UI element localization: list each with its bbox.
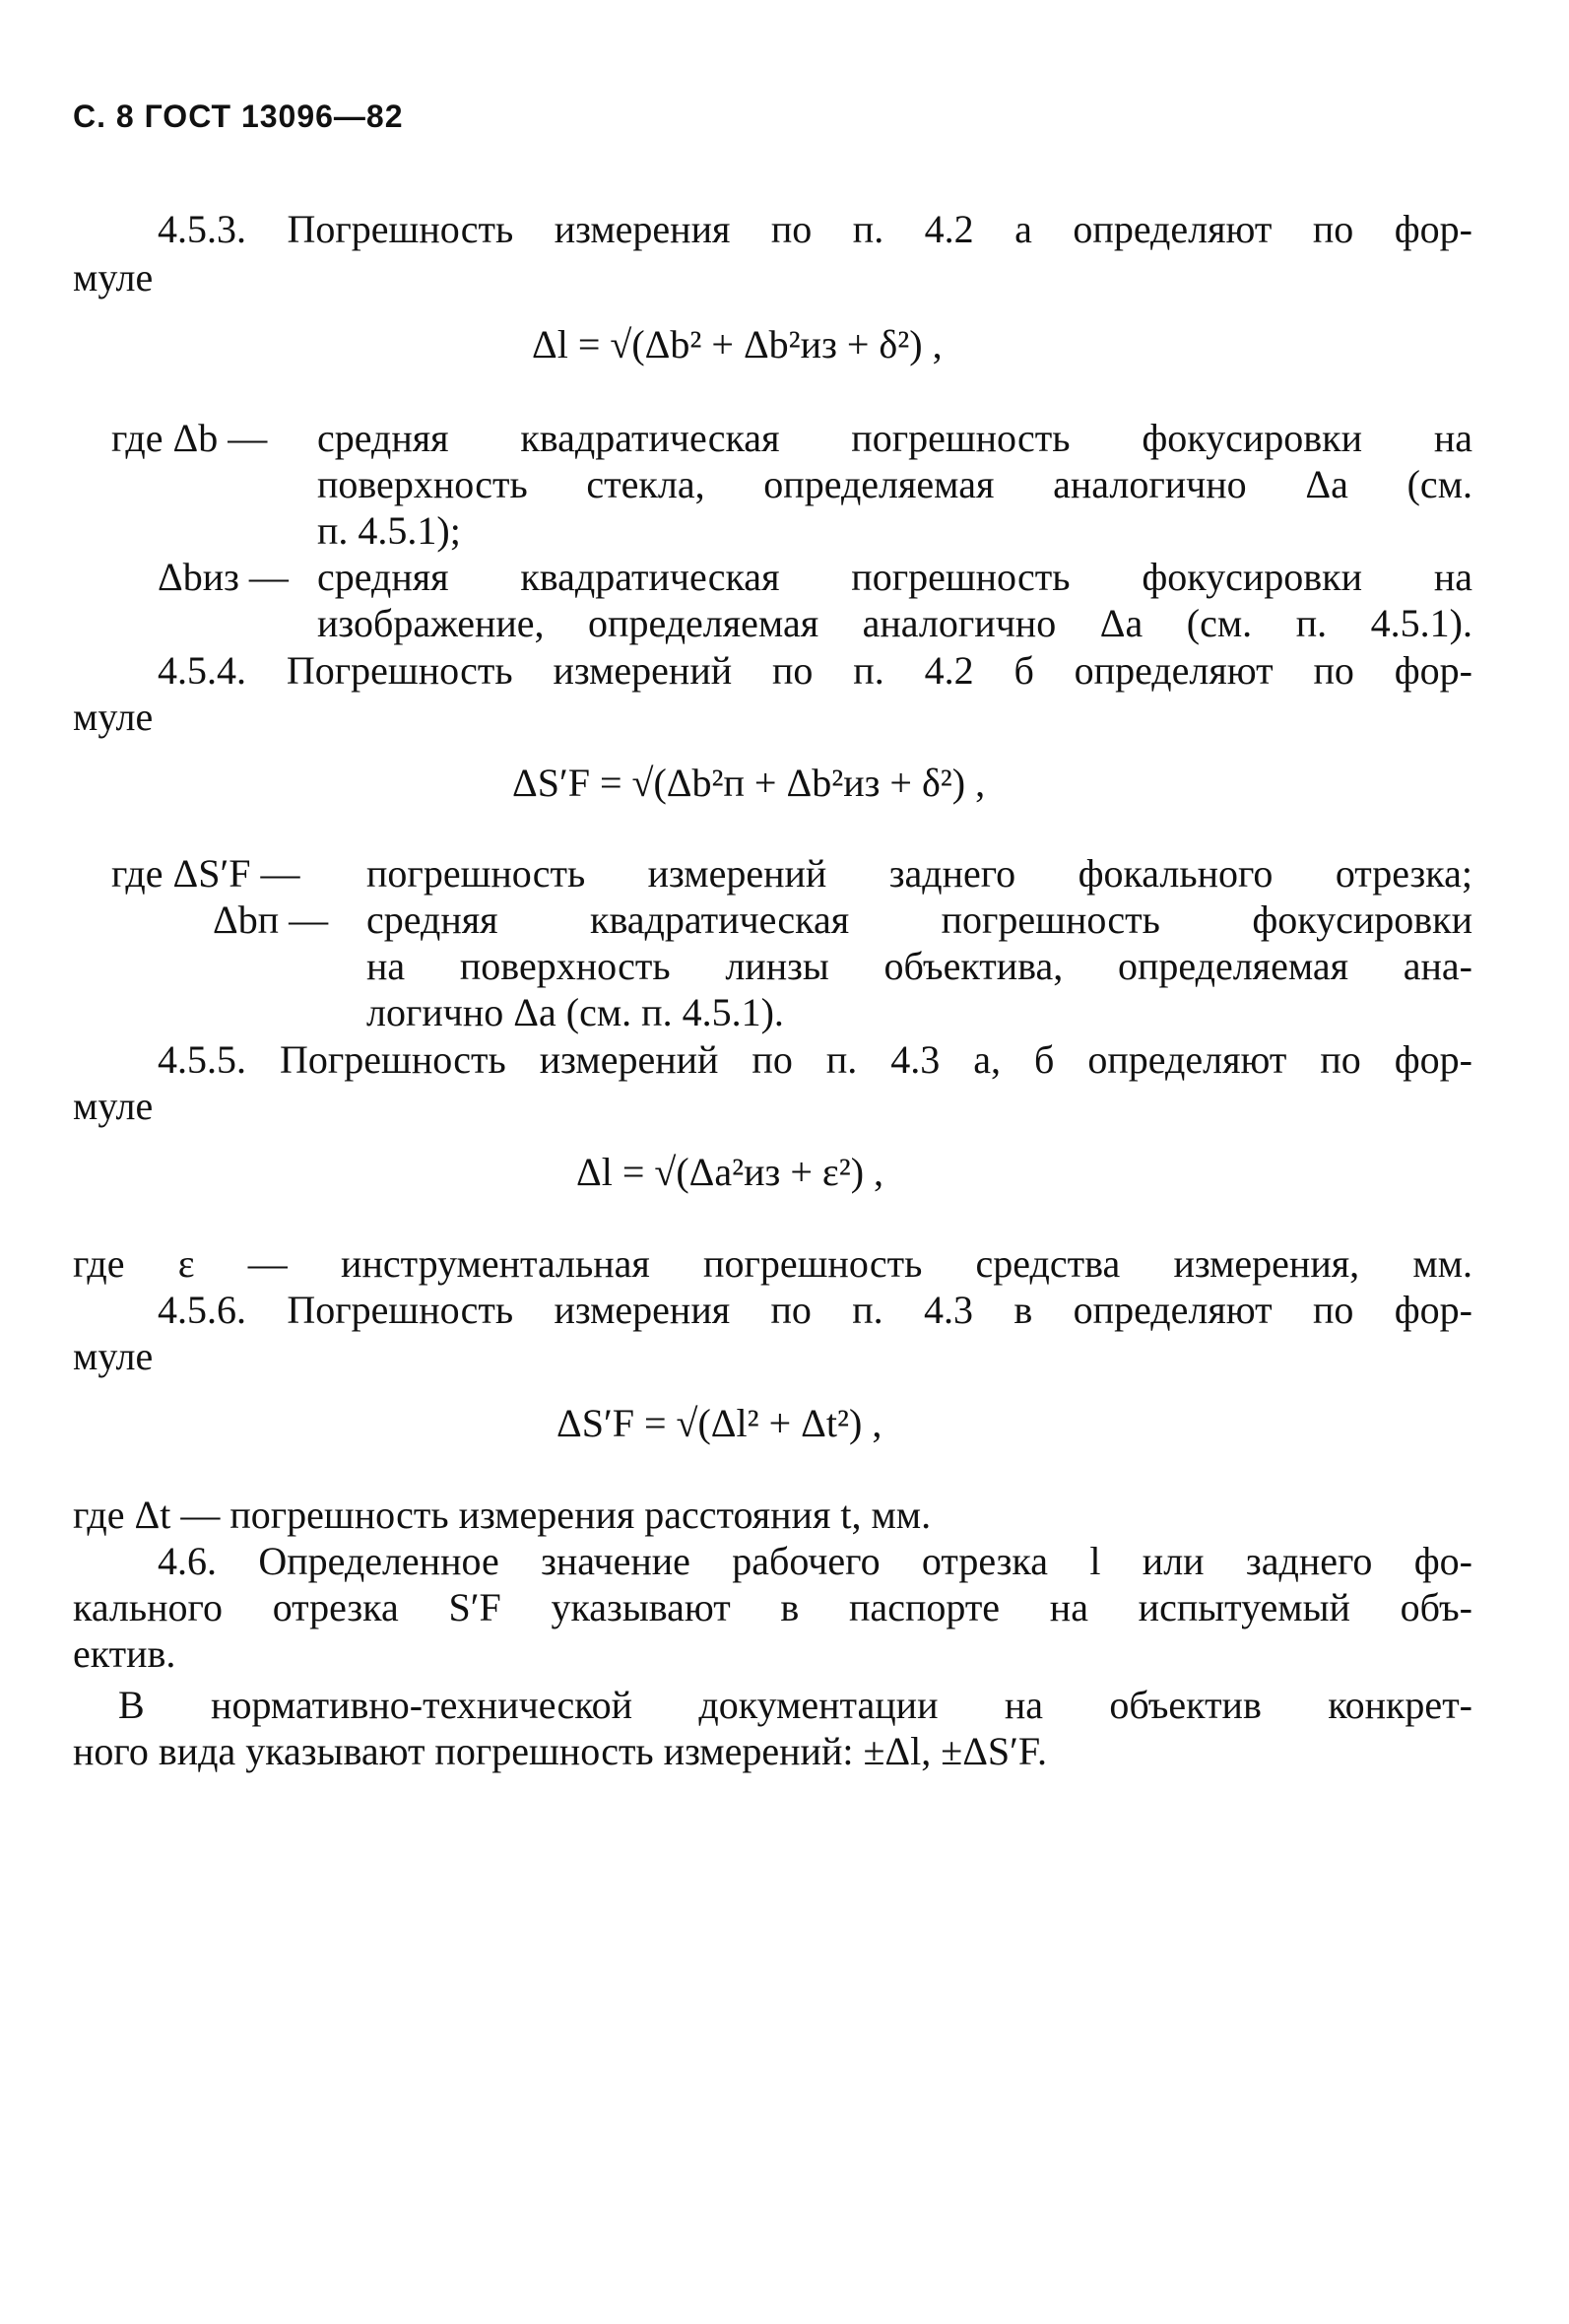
where-dbiz-line-2: изображение, определяемая аналогично Δa (см. п. 4.5.1). [317, 601, 1472, 645]
para-4-5-6-line-1: 4.5.6. Погрешность измерения по п. 4.3 в определяют по фор- [158, 1288, 1472, 1332]
where-db-line-1: средняя квадратическая погрешность фокусировки на [317, 416, 1472, 460]
formula-4-5-3: Δl = √(Δb² + Δb²из + δ²) , [532, 322, 943, 366]
para-4-6-line-3: ектив. [73, 1631, 176, 1676]
where-dsf-line-1: погрешность измерений заднего фокального отрезка; [366, 851, 1472, 896]
para-4-5-3-line-2: муле [73, 255, 154, 299]
formula-4-5-4: ΔS′F = √(Δb²п + Δb²из + δ²) , [512, 761, 986, 805]
where-dt: где Δt — погрешность измерения расстояния t, мм. [73, 1493, 932, 1537]
para-4-5-4-line-2: муле [73, 695, 154, 739]
where-db-line-2: поверхность стекла, определяемая аналогично Δa (см. [317, 462, 1472, 506]
para-4-5-5-line-2: муле [73, 1084, 154, 1128]
where-dbiz-line-1: средняя квадратическая погрешность фокусировки на [317, 555, 1472, 599]
where-symbol-dsf: где ΔS′F — [111, 851, 300, 896]
para-4-5-6-line-2: муле [73, 1334, 154, 1378]
para-4-5-3-line-1: 4.5.3. Погрешность измерения по п. 4.2 а определяют по фор- [158, 207, 1472, 251]
formula-4-5-5: Δl = √(Δa²из + ε²) , [576, 1150, 884, 1194]
para-4-5-4-line-1: 4.5.4. Погрешность измерений по п. 4.2 б определяют по фор- [158, 648, 1472, 693]
where-epsilon: где ε — инструментальная погрешность средства измерения, мм. [73, 1241, 1472, 1286]
para-4-5-5-line-1: 4.5.5. Погрешность измерений по п. 4.3 а, б определяют по фор- [158, 1037, 1472, 1082]
page-header: С. 8 ГОСТ 13096—82 [73, 99, 404, 134]
where-symbol-dbn: Δbп — [213, 897, 329, 942]
where-symbol-dbiz: Δbиз — [158, 555, 289, 599]
formula-4-5-6: ΔS′F = √(Δl² + Δt²) , [556, 1401, 883, 1445]
para-4-6-line-2: кального отрезка S′F указывают в паспорте на испытуемый объ- [73, 1585, 1472, 1629]
where-dbn-line-3: логично Δa (см. п. 4.5.1). [366, 990, 784, 1034]
where-db-line-3: п. 4.5.1); [317, 508, 461, 553]
final-para-line-2: ного вида указывают погрешность измерений: ±Δl, ±ΔS′F. [73, 1729, 1047, 1773]
where-symbol-db: где Δb — [111, 416, 268, 460]
where-dbn-line-1: средняя квадратическая погрешность фокусировки [366, 897, 1472, 942]
where-dbn-line-2: на поверхность линзы объектива, определяемая ана- [366, 944, 1472, 988]
para-4-6-line-1: 4.6. Определенное значение рабочего отрезка l или заднего фо- [158, 1539, 1472, 1583]
final-para-line-1: В нормативно-технической документации на объектив конкрет- [118, 1683, 1472, 1727]
